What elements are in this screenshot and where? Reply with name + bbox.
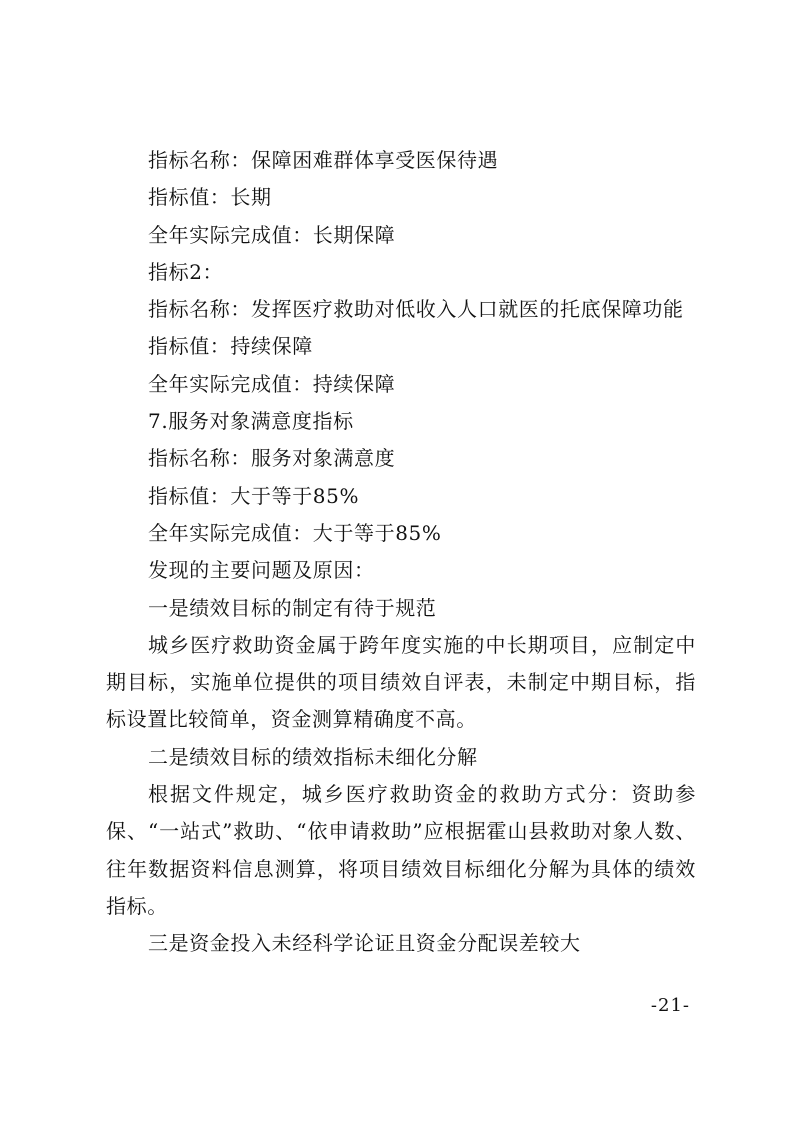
text-line: 指标值：长期 — [148, 185, 272, 210]
text-line: 全年实际完成值：长期保障 — [148, 222, 396, 247]
paragraph: 城乡医疗救助资金属于跨年度实施的中长期项目，应制定中期目标，实施单位提供的项目绩效自评表，未制定中期目标，指标设置比较简单，资金测算精确度不高。 — [106, 632, 696, 732]
section-heading: 7.服务对象满意度指标 — [148, 409, 354, 434]
subsection-heading: 三是资金投入未经科学论证且资金分配误差较大 — [148, 931, 581, 956]
subsection-heading: 二是绩效目标的绩效指标未细化分解 — [148, 744, 478, 769]
section-heading: 发现的主要问题及原因： — [148, 558, 375, 583]
document-body — [106, 142, 696, 963]
text-line: 指标值：持续保障 — [148, 334, 313, 359]
text-line: 全年实际完成值：大于等于85% — [148, 520, 442, 545]
subsection-heading: 一是绩效目标的制定有待于规范 — [148, 595, 437, 620]
text-line: 指标2： — [148, 259, 224, 284]
text-line: 指标值：大于等于85% — [148, 483, 360, 508]
paragraph: 根据文件规定，城乡医疗救助资金的救助方式分：资助参保、“一站式”救助、“依申请救助”应根据霍山县救助对象人数、往年数据资料信息测算，将项目绩效目标细化分解为具体的绩效指标。 — [106, 782, 696, 918]
text-line: 指标名称：服务对象满意度 — [148, 446, 396, 471]
text-line: 全年实际完成值：持续保障 — [148, 371, 396, 396]
text-line: 指标名称：发挥医疗救助对低收入人口就医的托底保障功能 — [148, 297, 684, 322]
text-line: 指标名称：保障困难群体享受医保待遇 — [148, 148, 499, 172]
page-number: -21- — [650, 995, 690, 1016]
